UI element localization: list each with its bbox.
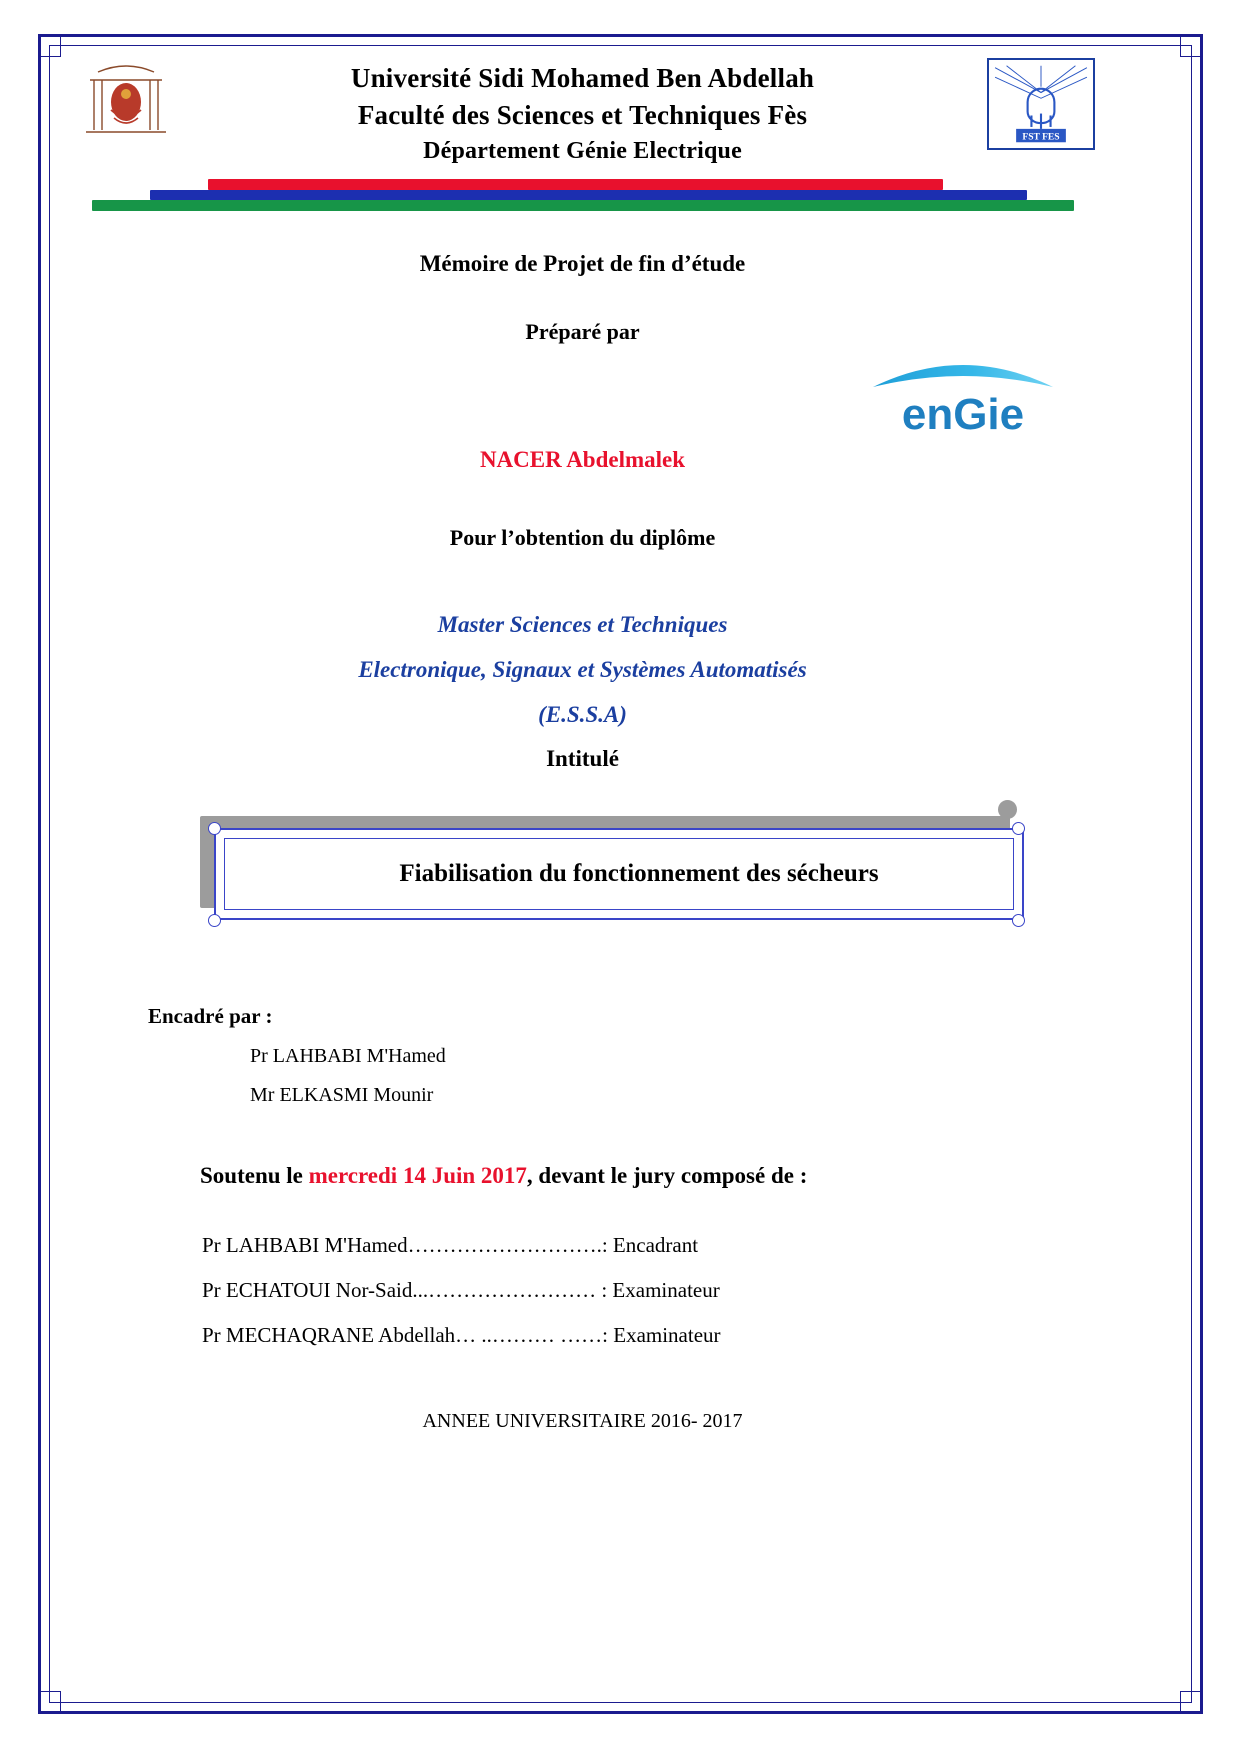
intitule-label: Intitulé: [546, 745, 619, 771]
corner-mark-top-right: [1180, 35, 1202, 57]
title-box-handle-bottom-right: [1012, 914, 1025, 927]
title-box-handle-top-left: [208, 822, 221, 835]
cover-page-content: [60, 48, 1105, 1628]
diploma-line-3: (E.S.S.A): [538, 701, 627, 727]
diploma-line-2: Electronique, Signaux et Systèmes Automatisés: [358, 656, 807, 682]
title-box-handle-bottom-left: [208, 914, 221, 927]
engie-logo-text: enGie: [901, 390, 1025, 439]
fst-fes-logo: [987, 58, 1095, 150]
title-box-dot: [998, 800, 1017, 819]
prepared-by-label: Préparé par: [525, 319, 640, 344]
defense-line: [200, 1163, 1105, 1189]
university-crest-icon: [78, 58, 174, 150]
project-title: Fiabilisation du fonctionnement des sécheurs: [399, 859, 879, 887]
engie-logo: [863, 357, 1063, 439]
diploma-line-1: Master Sciences et Techniques: [437, 612, 728, 637]
corner-mark-bottom-right: [1180, 1691, 1202, 1713]
faculty-name: Faculté des Sciences et Techniques Fès: [357, 100, 808, 131]
diploma-block: [60, 603, 1105, 738]
project-title-frame: [214, 828, 1024, 920]
rule-red: [208, 179, 943, 190]
project-title-box: [60, 806, 1105, 956]
defense-date: mercredi 14 Juin 2017: [308, 1162, 527, 1188]
department-name: Département Génie Electrique: [423, 137, 742, 164]
corner-mark-bottom-left: [39, 1691, 61, 1713]
fst-fes-logo-text: FST FES: [1022, 131, 1060, 143]
academic-year: ANNEE UNIVERSITAIRE 2016- 2017: [422, 1409, 743, 1432]
jury-member-3: Pr MECHAQRANE Abdellah… ..……… ……: Examinateur: [202, 1322, 721, 1347]
company-logo-block: [60, 345, 1105, 441]
page-header: [60, 48, 1105, 173]
supervisor-1: Pr LAHBABI M'Hamed: [250, 1044, 446, 1067]
supervision-label: Encadré par :: [148, 1003, 273, 1028]
diploma-purpose: Pour l’obtention du diplôme: [449, 525, 716, 550]
university-name: Université Sidi Mohamed Ben Abdellah: [350, 63, 815, 93]
jury-member-1: Pr LAHBABI M'Hamed……………………….: Encadrant: [202, 1232, 699, 1257]
tricolor-rules: [60, 179, 1105, 215]
defense-prefix: Soutenu le: [200, 1162, 309, 1188]
student-name: NACER Abdelmalek: [479, 447, 686, 472]
memoire-heading: Mémoire de Projet de fin d’étude: [419, 251, 746, 276]
supervisor-2: Mr ELKASMI Mounir: [250, 1083, 434, 1106]
jury-list: [202, 1233, 1105, 1348]
title-box-handle-top-right: [1012, 822, 1025, 835]
defense-suffix: , devant le jury composé de :: [526, 1162, 808, 1188]
rule-blue: [150, 190, 1027, 200]
corner-mark-top-left: [39, 35, 61, 57]
jury-member-2: Pr ECHATOUI Nor-Said...…………………… : Examinateur: [202, 1277, 720, 1302]
university-title-block: [60, 48, 1105, 168]
rule-green: [92, 200, 1074, 211]
